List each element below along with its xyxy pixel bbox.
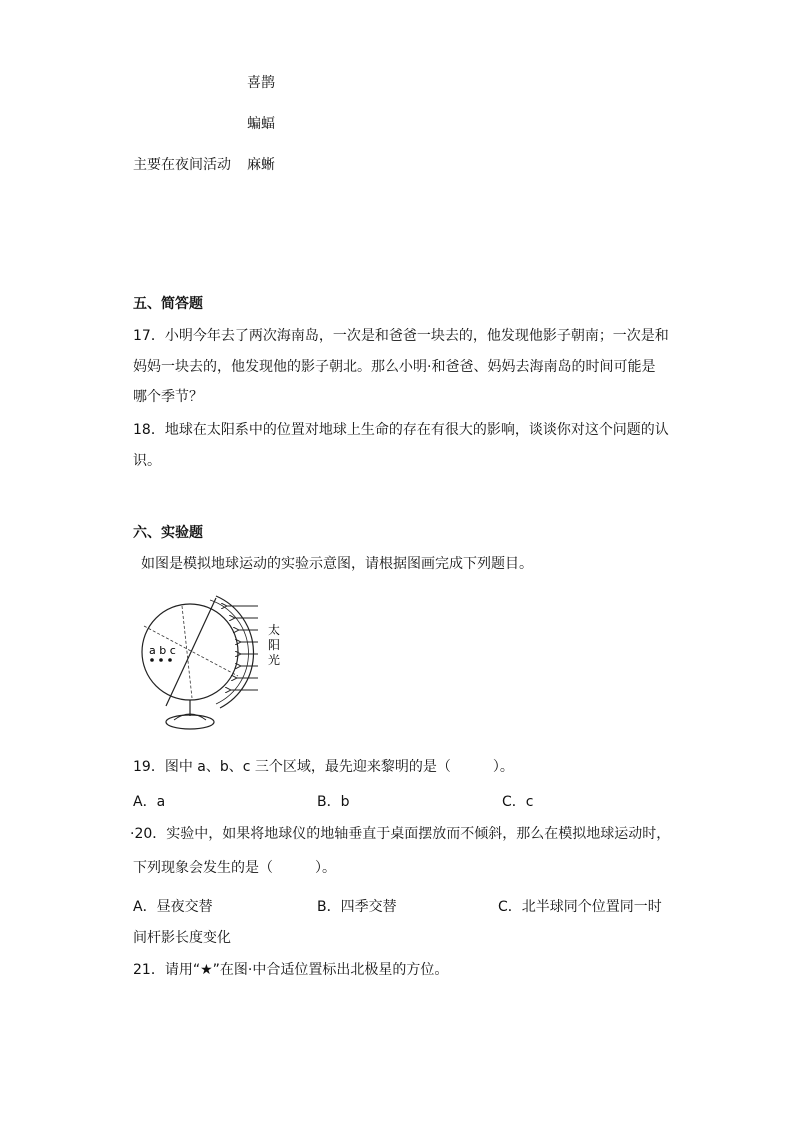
q17-line3: 哪个季节？: [133, 389, 203, 405]
q20-line2: 下列现象会发生的是（ ）。: [133, 860, 336, 876]
q19-option-a[interactable]: A．a: [133, 794, 166, 810]
sunlight-label-3: 光: [268, 653, 281, 667]
q21-text: 21．请用“★”在图·中合适位置标出北极星的方位。: [133, 962, 449, 978]
experiment-intro: 如图是模拟地球运动的实验示意图，请根据图画完成下列题目。: [141, 556, 533, 572]
points-label: a b c: [149, 644, 176, 657]
q18-line1: 18．地球在太阳系中的位置对地球上生命的存在有很大的影响，谈谈你对这个问题的认: [133, 422, 669, 438]
globe-experiment-figure: [130, 590, 300, 735]
animal-bat: 蝙蝠: [247, 116, 275, 132]
meridian-ring: [216, 596, 253, 708]
animal-magpie: 喜鹊: [247, 75, 275, 91]
q20-option-c[interactable]: C．北半球同个位置同一时: [498, 899, 662, 915]
point-c: [168, 658, 172, 662]
point-b: [159, 658, 163, 662]
q20-line1: ·20．实验中，如果将地球仪的地轴垂直于桌面摆放而不倾斜，那么在模拟地球运动时，: [130, 826, 671, 842]
globe-stand-base: [166, 715, 214, 729]
section-5-title: 五、简答题: [133, 296, 203, 312]
q17-line2: 妈妈一块去的，他发现他的影子朝北。那么小明·和爸爸、妈妈去海南岛的时间可能是: [133, 359, 656, 375]
q17-line1: 17．小明今年去了两次海南岛，一次是和爸爸一块去的，他发现他影子朝南；一次是和: [133, 328, 669, 344]
section-6-title: 六、实验题: [133, 525, 203, 541]
q18-line2: 识。: [133, 453, 161, 469]
sunlight-label-2: 阳: [268, 638, 281, 652]
q20-option-b[interactable]: B．四季交替: [317, 899, 397, 915]
q19-option-b[interactable]: B．b: [317, 794, 350, 810]
category-nocturnal: 主要在夜间活动: [133, 157, 231, 173]
q20-option-a[interactable]: A．昼夜交替: [133, 899, 213, 915]
q20-option-c-continued: 间杆影长度变化: [133, 930, 231, 946]
q19-text: 19．图中 a、b、c 三个区域，最先迎来黎明的是（ ）。: [133, 759, 514, 775]
q19-option-c[interactable]: C．c: [502, 794, 534, 810]
point-a: [150, 658, 154, 662]
animal-lizard: 麻蜥: [247, 157, 275, 173]
sunlight-label-1: 太: [268, 623, 281, 637]
